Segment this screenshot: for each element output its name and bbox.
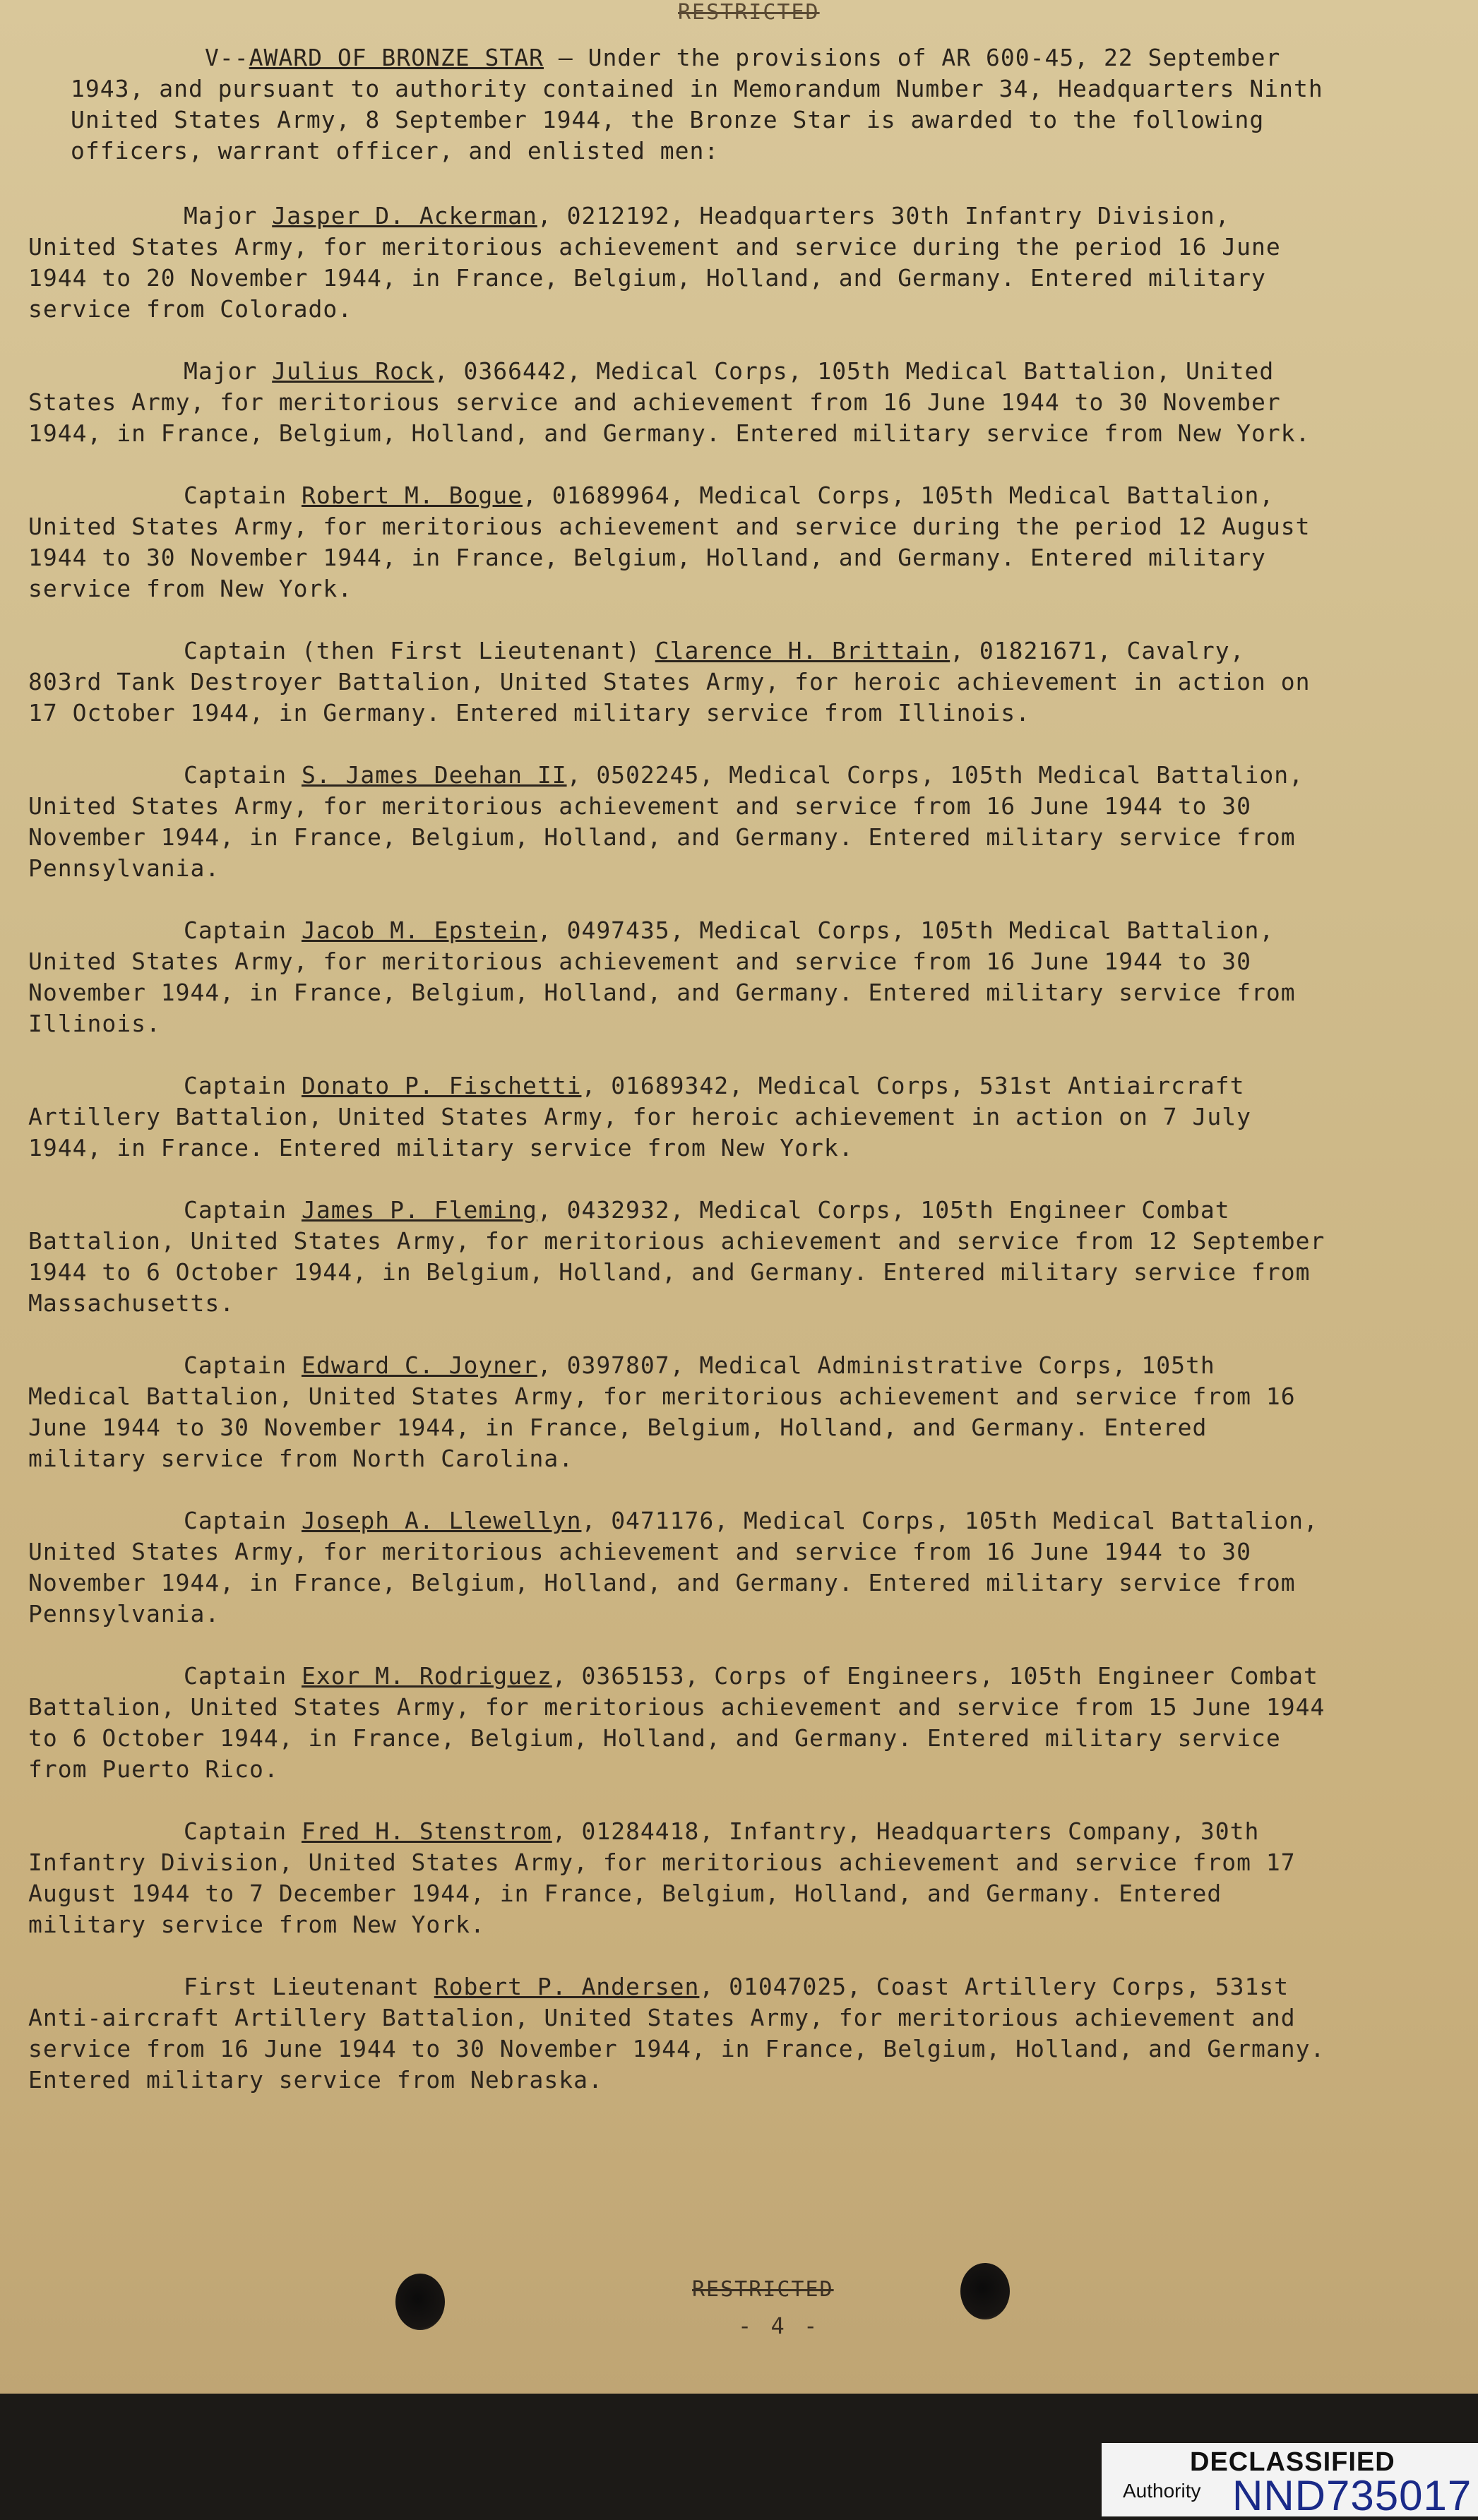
award-rank: Captain	[184, 1196, 302, 1224]
award-text: , 01047025, Coast Artillery Corps, 531st Anti-aircraft Artillery Battalion, United States Army, for meritorious achievement and service from 16 June 1944 to 30 November 1944, in France, Belgium, Holland, and Germany. Entered military service from Nebraska.	[28, 1973, 1325, 2094]
award-rank: Captain	[184, 482, 302, 509]
award-rank: Captain	[184, 916, 302, 944]
award-name: Edward C. Joyner	[301, 1351, 537, 1379]
award-name: Robert M. Bogue	[301, 482, 523, 509]
section-title: AWARD OF BRONZE STAR	[249, 44, 544, 71]
award-text: , 0471176, Medical Corps, 105th Medical Battalion, United States Army, for meritorious achievement and service from 16 June 1944 to 30 November 1944, in France, Belgium, Holland, and Germany. Entered military service from Pennsylvania.	[28, 1507, 1318, 1628]
award-text: , 01689342, Medical Corps, 531st Antiaircraft Artillery Battalion, United States Army, for heroic achievement in action on 7 July 1944, in France. Entered military service from New York.	[28, 1072, 1252, 1162]
intro-text: — Under the provisions of AR 600-45, 22 September 1943, and pursuant to authority contained in Memorandum Number 34, Headquarters Ninth United States Army, 8 September 1944, the Bronze Star is awarded to the following officers, warrant officer, and enlisted men:	[71, 44, 1323, 165]
punch-hole-right	[960, 2263, 1010, 2319]
declassified-stamp	[1102, 2443, 1478, 2519]
award-rank: Captain (then First Lieutenant)	[184, 637, 655, 664]
declassified-title: DECLASSIFIED	[1190, 2447, 1395, 2477]
award-entry	[28, 1661, 1328, 1785]
award-entry	[28, 1505, 1328, 1630]
award-name: James P. Fleming	[301, 1196, 537, 1224]
award-rank: Major	[184, 202, 273, 229]
award-name: Exor M. Rodriguez	[301, 1662, 552, 1690]
award-entry	[28, 915, 1328, 1039]
award-rank: Major	[184, 357, 273, 385]
award-name: S. James Deehan II	[301, 761, 567, 789]
award-entry	[28, 201, 1328, 325]
award-text: , 0497435, Medical Corps, 105th Medical Battalion, United States Army, for meritorious achievement and service from 16 June 1944 to 30 November 1944, in France, Belgium, Holland, and Germany. Entered military service from Illinois.	[28, 916, 1296, 1037]
award-text: , 0502245, Medical Corps, 105th Medical Battalion, United States Army, for meritorious achievement and service from 16 June 1944 to 30 November 1944, in France, Belgium, Holland, and Germany. Entered military service from Pennsylvania.	[28, 761, 1304, 882]
award-entry	[28, 480, 1328, 604]
authority-label: Authority	[1123, 2480, 1201, 2502]
page-number: - 4 -	[738, 2312, 821, 2339]
document-body	[28, 42, 1328, 2127]
award-name: Donato P. Fischetti	[301, 1072, 582, 1099]
award-name: Fred H. Stenstrom	[301, 1817, 552, 1845]
award-rank: Captain	[184, 761, 302, 789]
award-text: , 0212192, Headquarters 30th Infantry Division, United States Army, for meritorious achievement and service during the period 16 June 1944 to 20 November 1944, in France, Belgium, Holland, and Germany. Entered military service from Colorado.	[28, 202, 1281, 323]
award-name: Jacob M. Epstein	[301, 916, 537, 944]
award-text: , 01689964, Medical Corps, 105th Medical Battalion, United States Army, for meritorious achievement and service during the period 12 August 1944 to 30 November 1944, in France, Belgium, Holland, and Germany. Entered military service from New York.	[28, 482, 1311, 602]
award-name: Clarence H. Brittain	[655, 637, 950, 664]
award-name: Julius Rock	[272, 357, 434, 385]
award-entry	[28, 356, 1328, 449]
award-entry	[28, 1195, 1328, 1319]
award-entry	[28, 1350, 1328, 1474]
award-text: , 0397807, Medical Administrative Corps, 105th Medical Battalion, United States Army, for meritorious achievement and service from 16 June 1944 to 30 November 1944, in France, Belgium, Holland, and Germany. Entered military service from North Carolina.	[28, 1351, 1296, 1472]
award-entry	[28, 1971, 1328, 2096]
section-prefix: V--	[205, 44, 249, 71]
award-rank: Captain	[184, 1662, 302, 1690]
award-entry	[28, 635, 1328, 729]
award-entry	[28, 760, 1328, 884]
authority-number: NND735017	[1232, 2472, 1472, 2519]
award-text: , 0432932, Medical Corps, 105th Engineer Combat Battalion, United States Army, for meritorious achievement and service from 12 September 1944 to 6 October 1944, in Belgium, Holland, and Germany. Entered military service from Massachusetts.	[28, 1196, 1325, 1317]
award-text: , 01284418, Infantry, Headquarters Company, 30th Infantry Division, United States Army, for meritorious achievement and service from 17 August 1944 to 7 December 1944, in France, Belgium, Holland, and Germany. Entered military service from New York.	[28, 1817, 1296, 1938]
award-rank: Captain	[184, 1507, 302, 1534]
award-entry	[28, 1816, 1328, 1940]
award-name: Jasper D. Ackerman	[272, 202, 537, 229]
punch-hole-left	[395, 2274, 445, 2330]
footer-restricted-stamp: RESTRICTED	[692, 2277, 834, 2302]
award-text: , 01821671, Cavalry, 803rd Tank Destroyer Battalion, United States Army, for heroic achievement in action on 17 October 1944, in Germany. Entered military service from Illinois.	[28, 637, 1311, 727]
award-rank: Captain	[184, 1351, 302, 1379]
intro-paragraph	[71, 42, 1328, 167]
award-rank: Captain	[184, 1817, 302, 1845]
award-text: , 0366442, Medical Corps, 105th Medical Battalion, United States Army, for meritorious service and achievement from 16 June 1944 to 30 November 1944, in France, Belgium, Holland, and Germany. Entered military service from New York.	[28, 357, 1311, 447]
award-rank: Captain	[184, 1072, 302, 1099]
award-name: Joseph A. Llewellyn	[301, 1507, 582, 1534]
award-entry	[28, 1070, 1328, 1164]
award-text: , 0365153, Corps of Engineers, 105th Engineer Combat Battalion, United States Army, for meritorious achievement and service from 15 June 1944 to 6 October 1944, in France, Belgium, Holland, and Germany. Entered military service from Puerto Rico.	[28, 1662, 1325, 1783]
header-restricted-stamp: RESTRICTED	[678, 0, 820, 25]
award-name: Robert P. Andersen	[434, 1973, 700, 2000]
award-rank: First Lieutenant	[184, 1973, 434, 2000]
